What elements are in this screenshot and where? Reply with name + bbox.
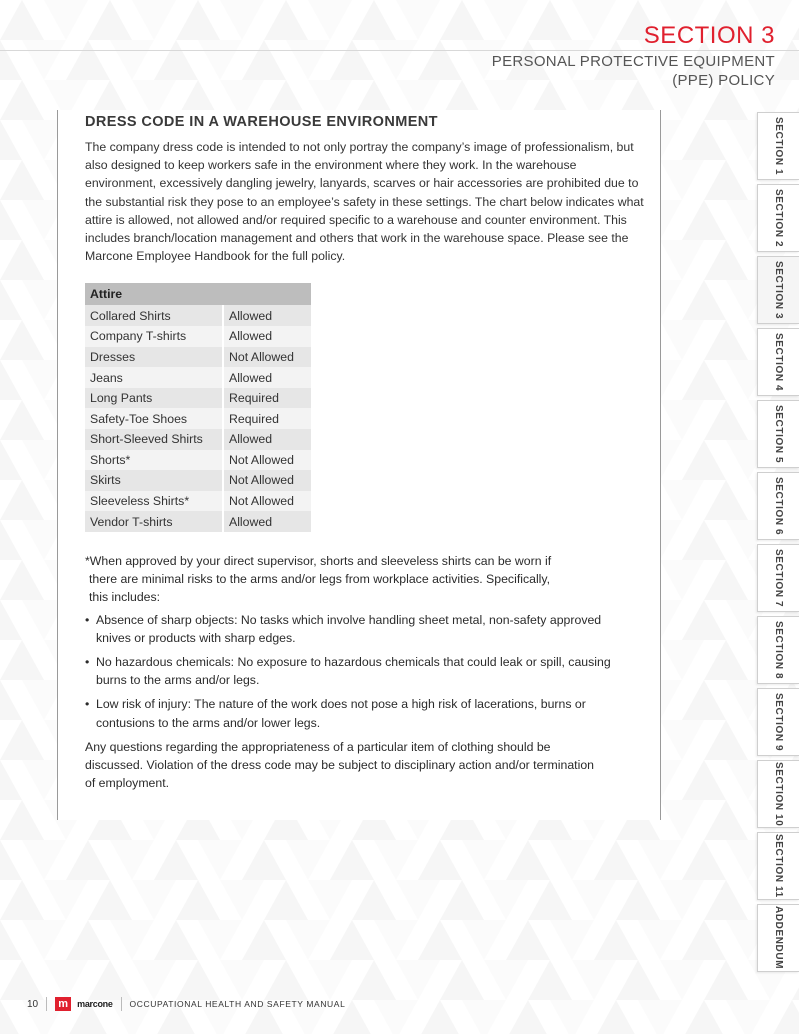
- tab-section-1[interactable]: [757, 112, 799, 180]
- background-triangle: [660, 560, 704, 600]
- list-item-text: Absence of sharp objects: No tasks which involve handling sheet metal, non-safety approved knives or products with sharp edges.: [96, 612, 602, 645]
- attire-table-header: Attire: [85, 283, 311, 305]
- background-triangle: [88, 0, 132, 40]
- background-triangle: [66, 920, 110, 960]
- background-triangle: [660, 240, 704, 280]
- attire-status: Not Allowed: [223, 347, 311, 368]
- background-triangle: [242, 840, 286, 880]
- background-triangle: [22, 920, 66, 960]
- tab-section-3[interactable]: [757, 256, 799, 324]
- table-row: [85, 511, 311, 532]
- tab-addendum[interactable]: [757, 904, 799, 972]
- table-row: [85, 347, 311, 368]
- attire-status: Allowed: [223, 429, 311, 450]
- manual-title: OCCUPATIONAL HEALTH AND SAFETY MANUAL: [129, 999, 346, 1009]
- attire-item: Sleeveless Shirts*: [85, 491, 223, 512]
- content-panel: [57, 110, 661, 820]
- tab-label: SECTION 4: [773, 332, 784, 392]
- bullet-icon: •: [85, 697, 90, 712]
- background-triangle: [704, 480, 748, 520]
- background-triangle: [154, 920, 198, 960]
- background-triangle: [0, 120, 22, 160]
- table-row: [85, 367, 311, 388]
- background-triangle: [88, 880, 132, 920]
- tab-label: SECTION 3: [773, 260, 784, 320]
- background-triangle: [220, 880, 264, 920]
- attire-item: Long Pants: [85, 388, 223, 409]
- background-triangle: [660, 160, 704, 200]
- background-triangle: [704, 400, 748, 440]
- attire-item: Skirts: [85, 470, 223, 491]
- background-triangle: [198, 840, 242, 880]
- background-triangle: [594, 840, 638, 880]
- background-triangle: [352, 880, 396, 920]
- page-footer: [0, 994, 799, 1014]
- background-triangle: [704, 800, 748, 840]
- background-triangle: [198, 40, 242, 80]
- background-triangle: [0, 40, 22, 80]
- tab-section-5[interactable]: [757, 400, 799, 468]
- background-triangle: [66, 840, 110, 880]
- attire-status: Not Allowed: [223, 450, 311, 471]
- footnote-line3: this includes:: [89, 590, 161, 605]
- tab-section-8[interactable]: [757, 616, 799, 684]
- background-triangle: [44, 0, 88, 40]
- bullet-icon: •: [85, 654, 90, 669]
- footer-divider: [46, 997, 47, 1011]
- background-triangle: [638, 920, 682, 960]
- tab-section-7[interactable]: [757, 544, 799, 612]
- background-triangle: [396, 880, 440, 920]
- table-row: [85, 470, 311, 491]
- page-heading: DRESS CODE IN A WAREHOUSE ENVIRONMENT: [85, 114, 438, 130]
- background-triangle: [682, 680, 726, 720]
- background-triangle: [0, 720, 44, 760]
- background-triangle: [682, 280, 726, 320]
- background-triangle: [440, 880, 484, 920]
- footnote: [85, 552, 605, 607]
- background-triangle: [704, 640, 748, 680]
- background-triangle: [682, 920, 726, 960]
- marcone-logo-icon: m: [55, 997, 71, 1011]
- background-triangle: [462, 840, 506, 880]
- background-triangle: [0, 840, 22, 880]
- tab-section-4[interactable]: [757, 328, 799, 396]
- tab-section-10[interactable]: [757, 760, 799, 828]
- background-triangle: [198, 920, 242, 960]
- section-tabs: [757, 112, 799, 976]
- background-triangle: [0, 0, 44, 40]
- background-triangle: [0, 280, 22, 320]
- background-triangle: [110, 840, 154, 880]
- tab-label: SECTION 11: [773, 834, 784, 898]
- background-triangle: [66, 40, 110, 80]
- background-triangle: [550, 920, 594, 960]
- background-triangle: [682, 120, 726, 160]
- background-triangle: [572, 880, 616, 920]
- background-triangle: [0, 600, 22, 640]
- table-row: [85, 491, 311, 512]
- attire-item: Collared Shirts: [85, 305, 223, 326]
- tab-label: SECTION 8: [773, 620, 784, 680]
- table-row: [85, 408, 311, 429]
- background-triangle: [682, 360, 726, 400]
- background-triangle: [176, 880, 220, 920]
- background-triangle: [550, 840, 594, 880]
- background-triangle: [572, 0, 616, 40]
- background-triangle: [528, 880, 572, 920]
- attire-table-body: [85, 305, 311, 532]
- table-row: [85, 326, 311, 347]
- attire-item: Vendor T-shirts: [85, 511, 223, 532]
- attire-item: Shorts*: [85, 450, 223, 471]
- background-triangle: [506, 840, 550, 880]
- list-item: [85, 653, 615, 689]
- tab-section-11[interactable]: [757, 832, 799, 900]
- tab-label: SECTION 6: [773, 476, 784, 536]
- background-triangle: [0, 80, 44, 120]
- background-triangle: [264, 0, 308, 40]
- background-triangle: [154, 40, 198, 80]
- background-triangle: [330, 840, 374, 880]
- table-row: [85, 450, 311, 471]
- background-triangle: [0, 200, 22, 240]
- background-triangle: [660, 880, 704, 920]
- background-triangle: [242, 920, 286, 960]
- intro-paragraph: The company dress code is intended to not only portray the company’s image of professionalism, but also designed to keep workers safe in the environment where they work. In the warehouse environment, excessively dangling jewelry, lanyards, scarves or hair accessories are prohibited due to the substantial risk they pose to an employee’s safety in these settings. The chart below indicates what attire is allowed, not allowed and/or required specific to a warehouse and counter environment. This includes branch/location management and others that work in the warehouse space. Please see the Marcone Employee Handbook for the full policy.: [85, 140, 644, 264]
- tab-section-9[interactable]: [757, 688, 799, 756]
- background-triangle: [660, 720, 704, 760]
- background-triangle: [154, 840, 198, 880]
- background-triangle: [0, 440, 22, 480]
- background-triangle: [286, 840, 330, 880]
- background-triangle: [704, 880, 748, 920]
- background-triangle: [396, 0, 440, 40]
- attire-status: Allowed: [223, 511, 311, 532]
- tab-section-6[interactable]: [757, 472, 799, 540]
- attire-item: Dresses: [85, 347, 223, 368]
- background-triangle: [660, 800, 704, 840]
- footnote-line1: *When approved by your direct supervisor, shorts and sleeveless shirts can be worn if: [85, 553, 552, 568]
- background-triangle: [0, 520, 22, 560]
- attire-item: Safety-Toe Shoes: [85, 408, 223, 429]
- background-triangle: [44, 880, 88, 920]
- background-triangle: [0, 360, 22, 400]
- attire-status: Not Allowed: [223, 470, 311, 491]
- section-subtitle-line2: (PPE) POLICY: [672, 72, 775, 89]
- closing-paragraph: Any questions regarding the appropriateness of a particular item of clothing should be discussed. Violation of the dress code may be subject to disciplinary action and/or termination of employment.: [85, 739, 595, 791]
- footer-divider: [121, 997, 122, 1011]
- tab-label: SECTION 7: [773, 548, 784, 608]
- background-triangle: [682, 760, 726, 800]
- background-triangle: [220, 0, 264, 40]
- background-triangle: [286, 40, 330, 80]
- background-triangle: [0, 160, 44, 200]
- marcone-logo-text: marcone: [77, 999, 113, 1009]
- tab-label: SECTION 2: [773, 188, 784, 248]
- background-triangle: [374, 40, 418, 80]
- background-triangle: [682, 520, 726, 560]
- background-triangle: [484, 880, 528, 920]
- attire-item: Short-Sleeved Shirts: [85, 429, 223, 450]
- background-triangle: [0, 400, 44, 440]
- background-triangle: [0, 920, 22, 960]
- background-triangle: [660, 640, 704, 680]
- background-triangle: [660, 400, 704, 440]
- list-item: [85, 695, 615, 731]
- background-triangle: [0, 640, 44, 680]
- section-subtitle-line1: PERSONAL PROTECTIVE EQUIPMENT: [491, 53, 775, 70]
- background-triangle: [0, 480, 44, 520]
- background-triangle: [132, 0, 176, 40]
- background-triangle: [528, 0, 572, 40]
- background-triangle: [110, 920, 154, 960]
- page-number: 10: [27, 998, 39, 1010]
- attire-item: Jeans: [85, 367, 223, 388]
- background-triangle: [0, 800, 44, 840]
- background-triangle: [0, 880, 44, 920]
- conditions-list: [85, 611, 660, 732]
- background-triangle: [330, 40, 374, 80]
- tab-label: SECTION 1: [773, 116, 784, 176]
- background-triangle: [308, 0, 352, 40]
- tab-label: SECTION 5: [773, 404, 784, 464]
- background-triangle: [638, 840, 682, 880]
- attire-status: Allowed: [223, 367, 311, 388]
- background-triangle: [660, 320, 704, 360]
- background-triangle: [418, 920, 462, 960]
- background-triangle: [374, 840, 418, 880]
- background-triangle: [484, 0, 528, 40]
- background-triangle: [330, 920, 374, 960]
- table-row: [85, 429, 311, 450]
- bullet-icon: •: [85, 612, 90, 627]
- background-triangle: [440, 0, 484, 40]
- background-triangle: [704, 320, 748, 360]
- background-triangle: [286, 920, 330, 960]
- background-triangle: [704, 560, 748, 600]
- table-row: [85, 388, 311, 409]
- background-triangle: [22, 40, 66, 80]
- background-triangle: [0, 760, 22, 800]
- background-triangle: [242, 40, 286, 80]
- background-triangle: [0, 320, 44, 360]
- background-triangle: [374, 920, 418, 960]
- background-triangle: [506, 920, 550, 960]
- attire-table: [85, 283, 311, 532]
- background-triangle: [660, 480, 704, 520]
- section-subtitle: [455, 52, 775, 90]
- tab-label: SECTION 9: [773, 692, 784, 752]
- background-triangle: [704, 720, 748, 760]
- background-triangle: [308, 880, 352, 920]
- attire-status: Allowed: [223, 305, 311, 326]
- table-row: [85, 305, 311, 326]
- background-triangle: [704, 160, 748, 200]
- background-triangle: [792, 0, 799, 40]
- background-triangle: [22, 840, 66, 880]
- background-triangle: [0, 560, 44, 600]
- tab-label: ADDENDUM: [773, 906, 784, 970]
- tab-section-2[interactable]: [757, 184, 799, 252]
- attire-status: Required: [223, 408, 311, 429]
- background-triangle: [176, 0, 220, 40]
- section-title: SECTION 3: [643, 22, 775, 49]
- tab-label: SECTION 10: [773, 761, 784, 827]
- header-divider: [0, 50, 799, 51]
- background-triangle: [0, 240, 44, 280]
- background-triangle: [682, 200, 726, 240]
- background-triangle: [704, 240, 748, 280]
- background-triangle: [616, 880, 660, 920]
- background-triangle: [594, 920, 638, 960]
- background-triangle: [264, 880, 308, 920]
- background-triangle: [352, 0, 396, 40]
- attire-status: Allowed: [223, 326, 311, 347]
- attire-status: Not Allowed: [223, 491, 311, 512]
- background-triangle: [682, 440, 726, 480]
- attire-status: Required: [223, 388, 311, 409]
- list-item-text: No hazardous chemicals: No exposure to hazardous chemicals that could leak or spill, causing burns to the arms and/or legs.: [96, 654, 611, 688]
- background-triangle: [462, 920, 506, 960]
- background-triangle: [110, 40, 154, 80]
- list-item-text: Low risk of injury: The nature of the work does not pose a high risk of lacerations, burns or contusions to the arms and/or lower legs.: [96, 697, 586, 730]
- background-triangle: [682, 600, 726, 640]
- background-triangle: [0, 680, 22, 720]
- background-triangle: [418, 840, 462, 880]
- attire-item: Company T-shirts: [85, 326, 223, 347]
- footnote-line2: there are minimal risks to the arms and/or legs from workplace activities. Specifically,: [89, 572, 551, 587]
- background-triangle: [132, 880, 176, 920]
- list-item: [85, 611, 615, 647]
- background-triangle: [682, 840, 726, 880]
